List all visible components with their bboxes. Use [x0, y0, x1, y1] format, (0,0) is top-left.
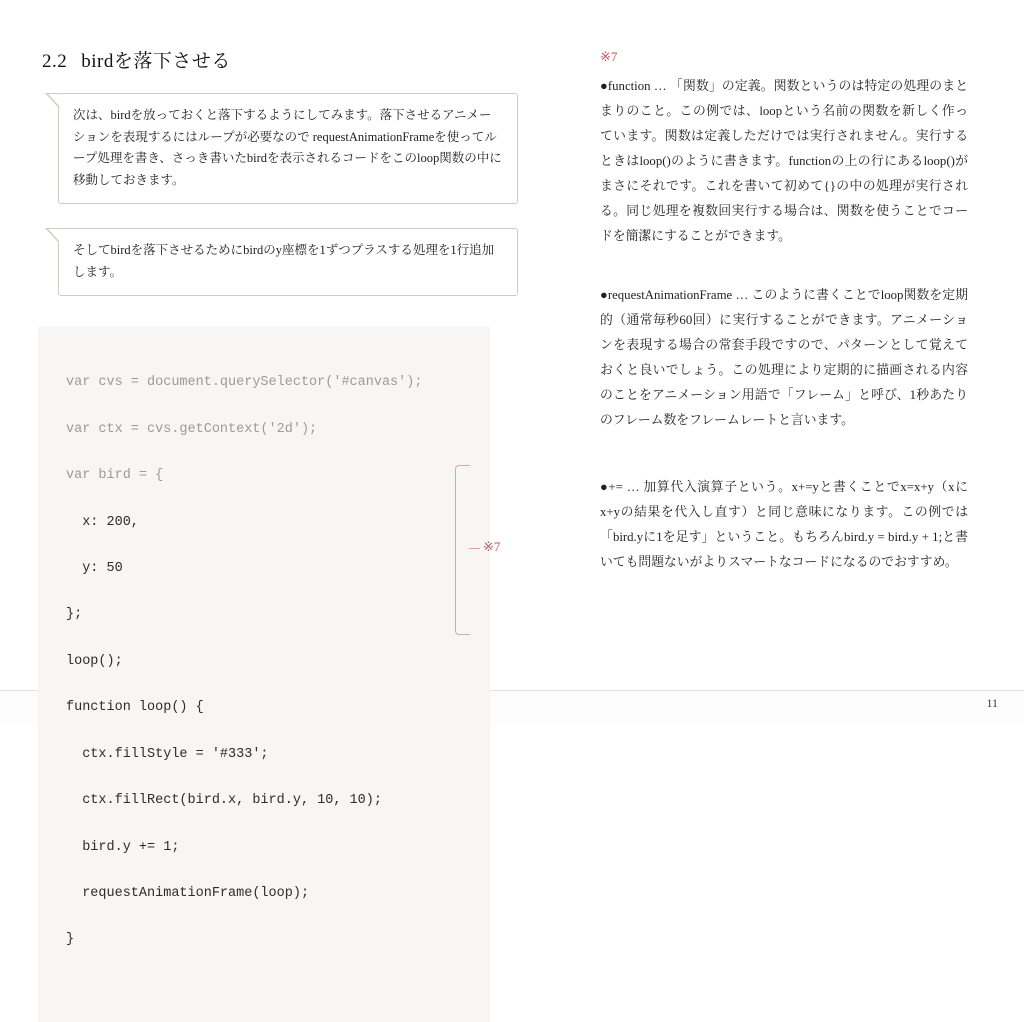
code-line: var cvs = document.querySelector('#canvas'); — [66, 375, 423, 391]
balloon-1-text: 次は、birdを放っておくと落下するようにしてみます。落下させるアニメーションを表現するにはループが必要なので requestAnimationFrameを使ってループ処理を書き、さっき書いたbirdを表示されるコードをこのloop関数の中に移動しておきます。 — [73, 108, 502, 187]
code-line: y: 50 — [66, 560, 123, 576]
note-spacer — [600, 249, 968, 283]
note-marker: ※7 — [600, 49, 618, 64]
note-paragraph-raf: ●requestAnimationFrame … このように書くことでloop関数を定期的（通常毎秒60回）に実行することができます。アニメーションを表現する場合の常套手段ですので、パターンとして覚えておくと良いでしょう。この処理により定期的に描画される内容のことをアニメーション用語で「フレーム」と呼び、1秒あたりのフレーム数をフレームレートと言います。 — [600, 288, 968, 427]
note-spacer — [600, 433, 968, 475]
code-line: ctx.fillRect(bird.x, bird.y, 10, 10); — [66, 793, 382, 809]
annotation-tick-icon — [469, 548, 480, 549]
code-line: ctx.fillStyle = '#333'; — [66, 746, 269, 762]
note-paragraph-plus-equals: ●+= … 加算代入演算子という。x+=yと書くことでx=x+y（xにx+yの結果を代入し直す）と同じ意味になります。この例では「bird.yに1を足す」ということ。もちろんbird.y = bird.y + 1;と書いても問題ないがよりスマートなコードになるのでおすすめ。 — [600, 479, 968, 569]
code-annotation — [455, 465, 575, 635]
left-column — [38, 46, 518, 1022]
page-number: 11 — [986, 696, 998, 710]
section-title-text: birdを落下させる — [81, 51, 231, 72]
section-number: 2.2 — [42, 51, 68, 72]
code-line: x: 200, — [66, 514, 139, 530]
annotation-bracket-icon — [455, 465, 470, 635]
code-block — [38, 326, 490, 1022]
code-line: var ctx = cvs.getContext('2d'); — [66, 421, 318, 437]
code-line: } — [66, 932, 75, 948]
code-line: bird.y += 1; — [66, 839, 180, 855]
code-line: function loop() { — [66, 700, 204, 716]
annotation-label: ※7 — [483, 539, 501, 554]
code-line: var bird = { — [66, 468, 164, 484]
note-paragraph-function: ●function … 「関数」の定義。関数というのは特定の処理のまとまりのこと。この例では、loopという名前の関数を新しく作っています。関数は定義しただけでは実行されません。実行するときはloop()のように書きます。functionの上の行にあるloop()がまさにそれです。これを書いて初めて{}の中の処理が実行される。同じ処理を複数回実行する場合は、関数を使うことでコードを簡潔にすることができます。 — [600, 79, 968, 244]
balloon-tail-inner-icon — [48, 94, 59, 106]
right-column-notes — [600, 44, 968, 575]
code-line: loop(); — [66, 653, 123, 669]
balloon-2-text: そしてbirdを落下させるためにbirdのy座標を1ずつプラスする処理を1行追加します。 — [73, 243, 495, 279]
balloon-tail-inner-icon — [48, 229, 59, 241]
code-line: }; — [66, 607, 83, 623]
callout-balloon-2 — [58, 228, 518, 296]
section-heading — [42, 46, 518, 73]
code-line: requestAnimationFrame(loop); — [66, 886, 310, 902]
callout-balloon-1 — [58, 93, 518, 204]
